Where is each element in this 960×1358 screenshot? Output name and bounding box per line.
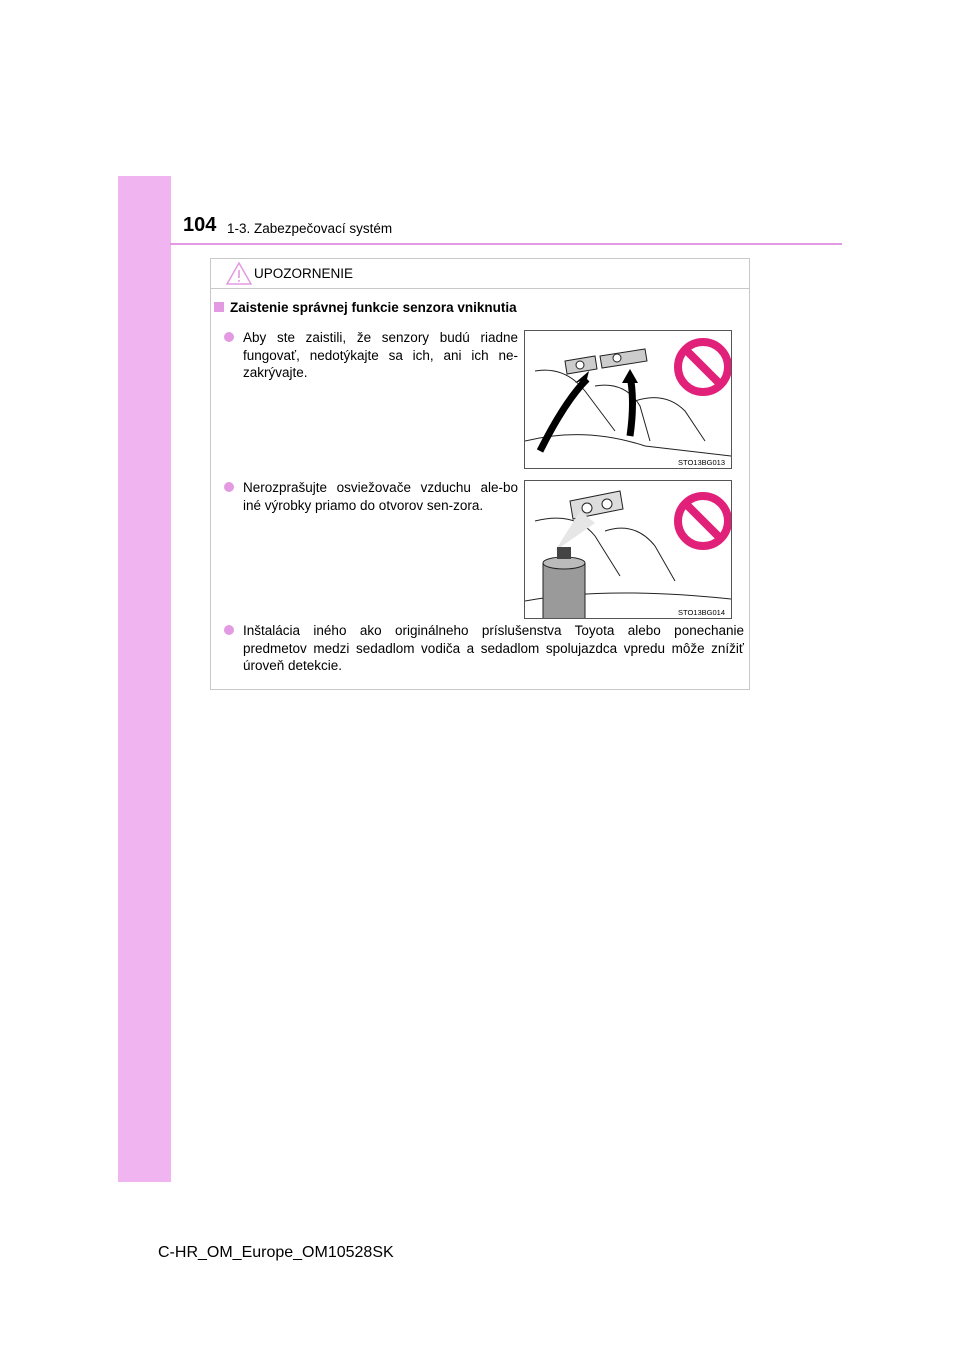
document-id: C-HR_OM_Europe_OM10528SK: [158, 1244, 394, 1261]
header-rule: [170, 243, 842, 245]
warning-triangle-icon: [226, 262, 252, 285]
warning-label: UPOZORNENIE: [254, 266, 354, 281]
sub-heading: [214, 300, 517, 315]
bullet-dot-icon: [224, 482, 234, 492]
warning-box: [210, 258, 750, 690]
bullet-text: Nerozprašujte osviežovače vzduchu ale-bo iné výrobky priamo do otvorov sen-zora.: [243, 480, 518, 513]
figure-code: STO13BG013: [678, 458, 725, 467]
sensor-touch-drawing: [525, 331, 731, 468]
bullet-dot-icon: [224, 625, 234, 635]
page-number: 104: [183, 214, 217, 236]
sub-heading-text: Zaistenie správnej funkcie senzora vniknutia: [230, 300, 517, 315]
spray-drawing: [525, 481, 731, 618]
side-tab: [118, 176, 171, 1182]
section-title: 1-3. Zabezpečovací systém: [227, 221, 393, 236]
bullet-text: Aby ste zaistili, že senzory budú riadne fungovať, nedotýkajte sa ich, ani ich ne-zakrývajte.: [243, 330, 518, 380]
warning-header: [211, 259, 749, 289]
bullet-dot-icon: [224, 332, 234, 342]
spray-illustration: [524, 480, 732, 619]
bullet-text: Inštalácia iného ako originálneho príslušenstva Toyota alebo ponechanie predmetov medzi sedadlom vodiča a sedadlom spolujazdca vpredu môže znížiť úroveň detekcie.: [243, 623, 744, 673]
square-bullet-icon: [214, 302, 224, 312]
sensor-touch-illustration: [524, 330, 732, 469]
bullet-item: [224, 479, 518, 514]
bullet-item: [224, 622, 744, 675]
bullet-item: [224, 329, 518, 382]
figure-code: STO13BG014: [678, 608, 725, 617]
